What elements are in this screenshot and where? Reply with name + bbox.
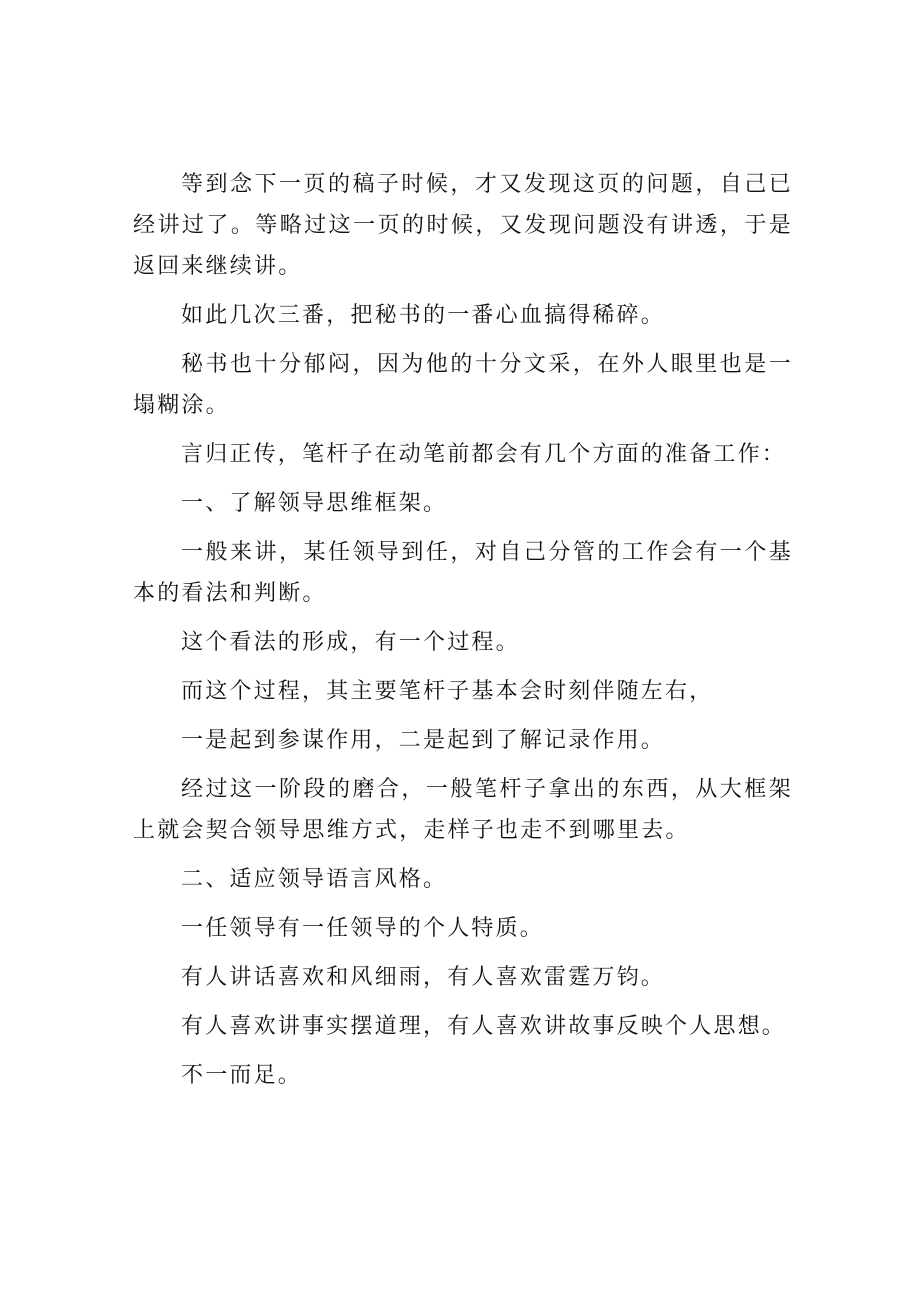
document-body xyxy=(133,164,793,1104)
paragraph: 经过这一阶段的磨合，一般笔杆子拿出的东西，从大框架上就会契合领导思维方式，走样子也走不到哪里去。 xyxy=(133,777,793,843)
paragraph: 秘书也十分郁闷，因为他的十分文采，在外人眼里也是一塌糊涂。 xyxy=(133,352,793,418)
section-heading-2: 二、适应领导语言风格。 xyxy=(181,867,448,892)
paragraph: 这个看法的形成，有一个过程。 xyxy=(181,630,520,655)
paragraph: 如此几次三番，把秘书的一番心血搞得稀碎。 xyxy=(181,303,666,328)
paragraph: 言归正传，笔杆子在动笔前都会有几个方面的准备工作： xyxy=(181,442,787,467)
paragraph: 一任领导有一任领导的个人特质。 xyxy=(181,916,545,941)
paragraph: 等到念下一页的稿子时候，才又发现这页的问题，自己已经讲过了。等略过这一页的时候，又发现问题没有讲透，于是返回来继续讲。 xyxy=(133,172,793,279)
paragraph: 有人喜欢讲事实摆道理，有人喜欢讲故事反映个人思想。 xyxy=(181,1014,787,1039)
paragraph: 一般来讲，某任领导到任，对自己分管的工作会有一个基本的看法和判断。 xyxy=(133,540,793,606)
paragraph: 有人讲话喜欢和风细雨，有人喜欢雷霆万钧。 xyxy=(181,965,666,990)
paragraph: 而这个过程，其主要笔杆子基本会时刻伴随左右， xyxy=(181,679,714,704)
paragraph: 不一而足。 xyxy=(181,1063,303,1088)
paragraph: 一是起到参谋作用，二是起到了解记录作用。 xyxy=(181,728,666,753)
section-heading-1: 一、了解领导思维框架。 xyxy=(181,491,448,516)
